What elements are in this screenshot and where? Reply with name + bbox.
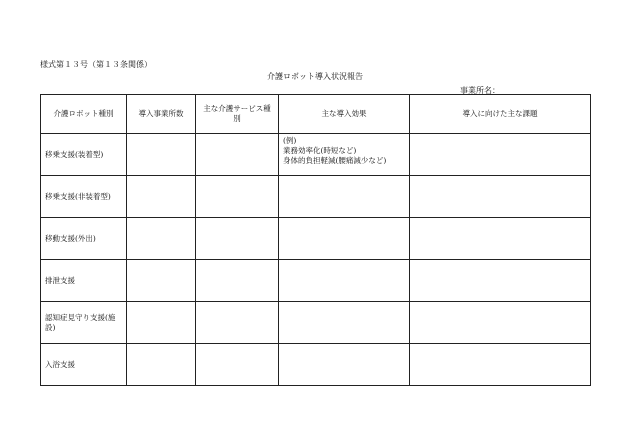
cell-issues[interactable] (410, 176, 591, 218)
cell-issues[interactable] (410, 302, 591, 344)
cell-service-type[interactable] (196, 176, 279, 218)
cell-robot-type: 入浴支援 (41, 344, 127, 386)
cell-issues[interactable] (410, 344, 591, 386)
cell-effect[interactable] (279, 176, 410, 218)
cell-service-type[interactable] (196, 344, 279, 386)
table-row (41, 344, 591, 386)
cell-office-count[interactable] (127, 218, 196, 260)
header-office-count: 導入事業所数 (127, 95, 196, 134)
cell-robot-type: 移乗支援(装着型) (41, 134, 127, 176)
office-name-label: 事業所名： (460, 86, 500, 95)
form-number: 様式第１３号（第１３条関係） (40, 60, 152, 69)
report-table (40, 94, 591, 386)
cell-service-type[interactable] (196, 134, 279, 176)
cell-issues[interactable] (410, 134, 591, 176)
cell-service-type[interactable] (196, 302, 279, 344)
cell-office-count[interactable] (127, 302, 196, 344)
cell-robot-type: 移動支援(外出) (41, 218, 127, 260)
header-issues: 導入に向けた主な課題 (410, 95, 591, 134)
cell-office-count[interactable] (127, 344, 196, 386)
table-row (41, 302, 591, 344)
table-row (41, 260, 591, 302)
effect-line: (例) (283, 136, 297, 145)
cell-robot-type: 認知症見守り支援(施設) (41, 302, 127, 344)
cell-issues[interactable] (410, 260, 591, 302)
header-effect: 主な導入効果 (279, 95, 410, 134)
page-title: 介護ロボット導入状況報告 (267, 72, 363, 81)
cell-effect[interactable] (279, 302, 410, 344)
cell-effect[interactable] (279, 344, 410, 386)
cell-service-type[interactable] (196, 260, 279, 302)
cell-office-count[interactable] (127, 176, 196, 218)
cell-effect[interactable] (279, 218, 410, 260)
effect-line: 業務効率化(時短など) (283, 146, 357, 155)
effect-line: 身体的負担軽減(腰痛減少など) (283, 156, 387, 165)
cell-office-count[interactable] (127, 134, 196, 176)
header-robot-type: 介護ロボット種別 (41, 95, 127, 134)
cell-issues[interactable] (410, 218, 591, 260)
cell-office-count[interactable] (127, 260, 196, 302)
table-row (41, 218, 591, 260)
cell-effect[interactable] (279, 134, 410, 176)
cell-robot-type: 排泄支援 (41, 260, 127, 302)
cell-robot-type: 移乗支援(非装着型) (41, 176, 127, 218)
cell-effect[interactable] (279, 260, 410, 302)
header-service-type: 主な介護サービス種別 (196, 95, 279, 134)
table-row (41, 134, 591, 176)
table-header-row (41, 95, 591, 134)
table-row (41, 176, 591, 218)
cell-service-type[interactable] (196, 218, 279, 260)
